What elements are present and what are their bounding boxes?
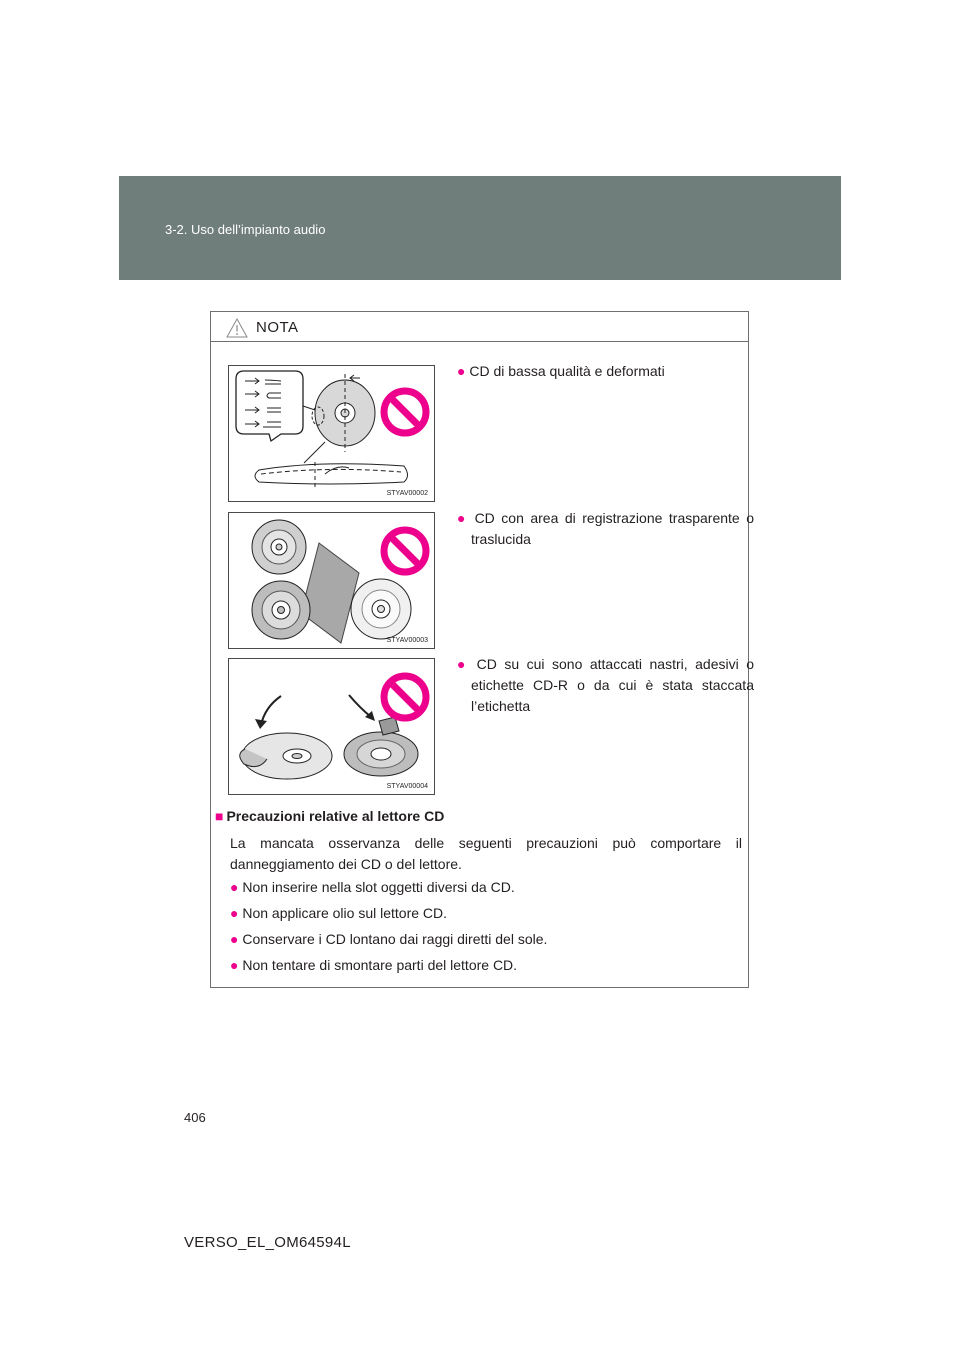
transparent-cd-illustration (229, 513, 436, 650)
section-heading (215, 808, 444, 824)
note-box (210, 311, 754, 988)
figure-labelled-cd (228, 658, 435, 795)
warning-triangle-icon (226, 318, 248, 338)
list-item (230, 955, 517, 976)
bullet-dot-icon: ● (230, 957, 239, 973)
bullet-dot-icon: ● (230, 931, 239, 947)
figure-transparent-cd (228, 512, 435, 649)
bullet-item (457, 508, 754, 550)
list-item-text: Non tentare di smontare parti del lettore CD. (242, 957, 518, 973)
page-number: 406 (184, 1110, 206, 1125)
figure-code: STYAV00004 (386, 783, 428, 790)
list-item (230, 877, 515, 898)
list-item-text: Non applicare olio sul lettore CD. (242, 905, 448, 921)
bullet-dot-icon: ● (457, 656, 470, 672)
figure-code: STYAV00003 (386, 637, 428, 644)
section-breadcrumb: 3-2. Uso dell’impianto audio (165, 222, 326, 237)
bullet-dot-icon: ● (230, 879, 239, 895)
bullet-text: CD con area di registrazione trasparente o traslucida (471, 510, 754, 547)
note-title-row (211, 312, 748, 342)
section-heading-text: Precauzioni relative al lettore CD (226, 808, 445, 824)
prohibited-icon (384, 391, 426, 433)
bullet-item (457, 361, 754, 382)
bullet-dot-icon: ● (230, 905, 239, 921)
bullet-text: CD di bassa qualità e deformati (469, 363, 665, 379)
prohibited-icon (384, 530, 426, 572)
list-item-text: Conservare i CD lontano dai raggi diretti del sole. (242, 931, 548, 947)
list-item (230, 903, 447, 924)
labelled-cd-illustration (229, 659, 436, 796)
list-item-text: Non inserire nella slot oggetti diversi da CD. (242, 879, 515, 895)
bullet-text: CD su cui sono attaccati nastri, adesivi o etichette CD-R o da cui è stata staccata l’etichetta (471, 656, 754, 714)
list-item (230, 929, 547, 950)
deformed-cd-illustration (229, 366, 436, 503)
document-code: VERSO_EL_OM64594L (184, 1234, 351, 1251)
bullet-item (457, 654, 754, 717)
bullet-dot-icon: ● (457, 363, 466, 379)
figure-deformed-cd (228, 365, 435, 502)
paragraph: La mancata osservanza delle seguenti precauzioni può comportare il danneggiamento dei CD o del lettore. (230, 835, 742, 872)
note-title: NOTA (256, 319, 299, 336)
square-bullet-icon: ■ (215, 808, 224, 824)
bullet-dot-icon: ● (457, 510, 469, 526)
prohibited-icon (384, 676, 426, 718)
figure-code: STYAV00002 (386, 490, 428, 497)
